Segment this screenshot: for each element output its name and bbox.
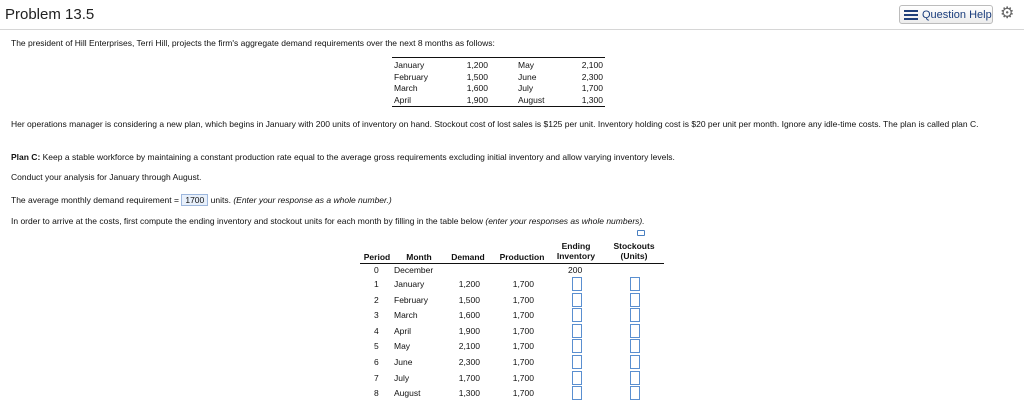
fill-text: In order to arrive at the costs, first compute the ending inventory and stockout units for each month by filling in the table below <box>11 216 486 226</box>
header-ending-inventory: Ending Inventory <box>556 241 596 261</box>
header-bar <box>0 0 1024 30</box>
stockouts-input[interactable] <box>630 355 640 369</box>
cell-period: 5 <box>374 341 379 352</box>
cell-demand: 2,100 <box>458 341 480 352</box>
cell-month: August <box>394 388 421 399</box>
table-row <box>360 324 664 339</box>
cell-ending-initial: 200 <box>568 265 583 275</box>
header-period: Period <box>363 252 391 262</box>
table-header <box>360 238 664 264</box>
fill-instructions <box>11 216 645 226</box>
cell-period: 1 <box>374 279 379 289</box>
table-row <box>360 308 664 323</box>
cell-demand: 1,600 <box>458 310 480 321</box>
stockouts-input[interactable] <box>630 386 640 400</box>
gear-icon[interactable]: ⚙ <box>1000 5 1015 22</box>
plan-description: Keep a stable workforce by maintaining a constant production rate equal to the average gross requirements excluding initial inventory and allow varying inventory levels. <box>40 152 675 162</box>
list-icon <box>904 10 918 20</box>
cell-month: May <box>394 341 411 352</box>
edit-icon[interactable] <box>637 230 645 236</box>
conduct-text: Conduct your analysis for January through August. <box>11 172 202 182</box>
stockouts-input[interactable] <box>630 293 640 307</box>
table-row <box>360 277 664 292</box>
header-month: Month <box>406 252 432 262</box>
header-stockouts: Stockouts (Units) <box>613 241 655 261</box>
table-row <box>360 386 664 401</box>
cell-production: 1,700 <box>512 341 534 352</box>
demand-cell-value: 1,500 <box>466 71 488 82</box>
page-title: Problem 13.5 <box>5 6 95 23</box>
header-demand: Demand <box>451 252 485 262</box>
ending-inventory-input[interactable] <box>572 308 582 322</box>
demand-cell-value: 1,200 <box>466 60 488 70</box>
demand-cell-month2: August <box>518 94 545 105</box>
cell-demand: 1,500 <box>458 294 480 305</box>
cell-production: 1,700 <box>512 310 534 321</box>
average-hint: (Enter your response as a whole number.) <box>230 195 392 205</box>
question-help-button[interactable] <box>899 5 993 24</box>
average-answer-field[interactable]: 1700 <box>181 194 208 206</box>
stockouts-input[interactable] <box>630 371 640 385</box>
demand-cell-month: January <box>394 60 425 70</box>
table-row <box>360 339 664 354</box>
stockouts-input[interactable] <box>630 308 640 322</box>
demand-table <box>392 57 605 107</box>
operations-text: Her operations manager is considering a new plan, which begins in January with 200 units of inventory on hand. Stockout cost of lost sales is $125 per unit. Inventory holding cost is $20 per unit per month. Ignore any idle-time costs. The plan is called plan C. <box>11 119 979 129</box>
ending-inventory-input[interactable] <box>572 293 582 307</box>
demand-cell-value: 1,900 <box>466 94 488 105</box>
demand-cell-value2: 2,300 <box>581 71 603 82</box>
cell-period: 8 <box>374 388 379 399</box>
ending-inventory-input[interactable] <box>572 371 582 385</box>
header-production: Production <box>499 252 545 262</box>
cell-month: January <box>394 279 425 289</box>
cell-period: 3 <box>374 310 379 321</box>
cell-period: 7 <box>374 372 379 383</box>
stockouts-input[interactable] <box>630 277 640 291</box>
fill-hint: (enter your responses as whole numbers). <box>485 216 645 226</box>
cell-demand: 1,900 <box>458 325 480 336</box>
demand-cell-value2: 1,300 <box>581 94 603 105</box>
demand-cell-value2: 1,700 <box>581 83 603 93</box>
table-row <box>360 355 664 370</box>
average-units: units. <box>208 195 231 205</box>
table-row <box>360 293 664 308</box>
cell-period: 0 <box>374 265 379 275</box>
cell-month: April <box>394 325 412 336</box>
cell-period: 6 <box>374 357 379 367</box>
table-row <box>360 371 664 386</box>
stockouts-input[interactable] <box>630 324 640 338</box>
demand-cell-month: February <box>394 71 429 82</box>
ending-inventory-input[interactable] <box>572 386 582 400</box>
demand-cell-month2: July <box>518 83 534 93</box>
cell-period: 4 <box>374 325 379 336</box>
cell-demand: 1,300 <box>458 388 480 399</box>
cell-production: 1,700 <box>512 279 534 289</box>
cell-production: 1,700 <box>512 357 534 367</box>
cell-production: 1,700 <box>512 325 534 336</box>
demand-cell-value2: 2,100 <box>581 60 603 70</box>
cell-production: 1,700 <box>512 388 534 399</box>
intro-text: The president of Hill Enterprises, Terri Hill, projects the firm's aggregate demand requirements over the next 8 months as follows: <box>11 38 495 48</box>
cell-month: March <box>394 310 418 321</box>
cell-month: December <box>394 265 434 275</box>
average-demand-line <box>11 194 392 206</box>
demand-cell-month2: June <box>518 71 537 82</box>
cell-demand: 1,700 <box>458 372 480 383</box>
cell-period: 2 <box>374 294 379 305</box>
cell-production: 1,700 <box>512 294 534 305</box>
demand-cell-value: 1,600 <box>466 83 488 93</box>
cell-production: 1,700 <box>512 372 534 383</box>
ending-inventory-input[interactable] <box>572 277 582 291</box>
cell-demand: 2,300 <box>458 357 480 367</box>
demand-cell-month: April <box>394 94 412 105</box>
stockouts-input[interactable] <box>630 339 640 353</box>
cell-demand: 1,200 <box>458 279 480 289</box>
ending-inventory-input[interactable] <box>572 339 582 353</box>
ending-inventory-input[interactable] <box>572 324 582 338</box>
plan-c-text <box>11 152 675 162</box>
ending-inventory-input[interactable] <box>572 355 582 369</box>
cell-month: June <box>394 357 413 367</box>
plan-label: Plan C: <box>11 152 41 162</box>
question-help-label: Question Help <box>922 8 992 21</box>
demand-cell-month2: May <box>518 60 535 70</box>
cell-month: July <box>394 372 410 383</box>
average-prefix: The average monthly demand requirement = <box>11 195 182 205</box>
cell-month: February <box>394 294 429 305</box>
demand-cell-month: March <box>394 83 418 93</box>
